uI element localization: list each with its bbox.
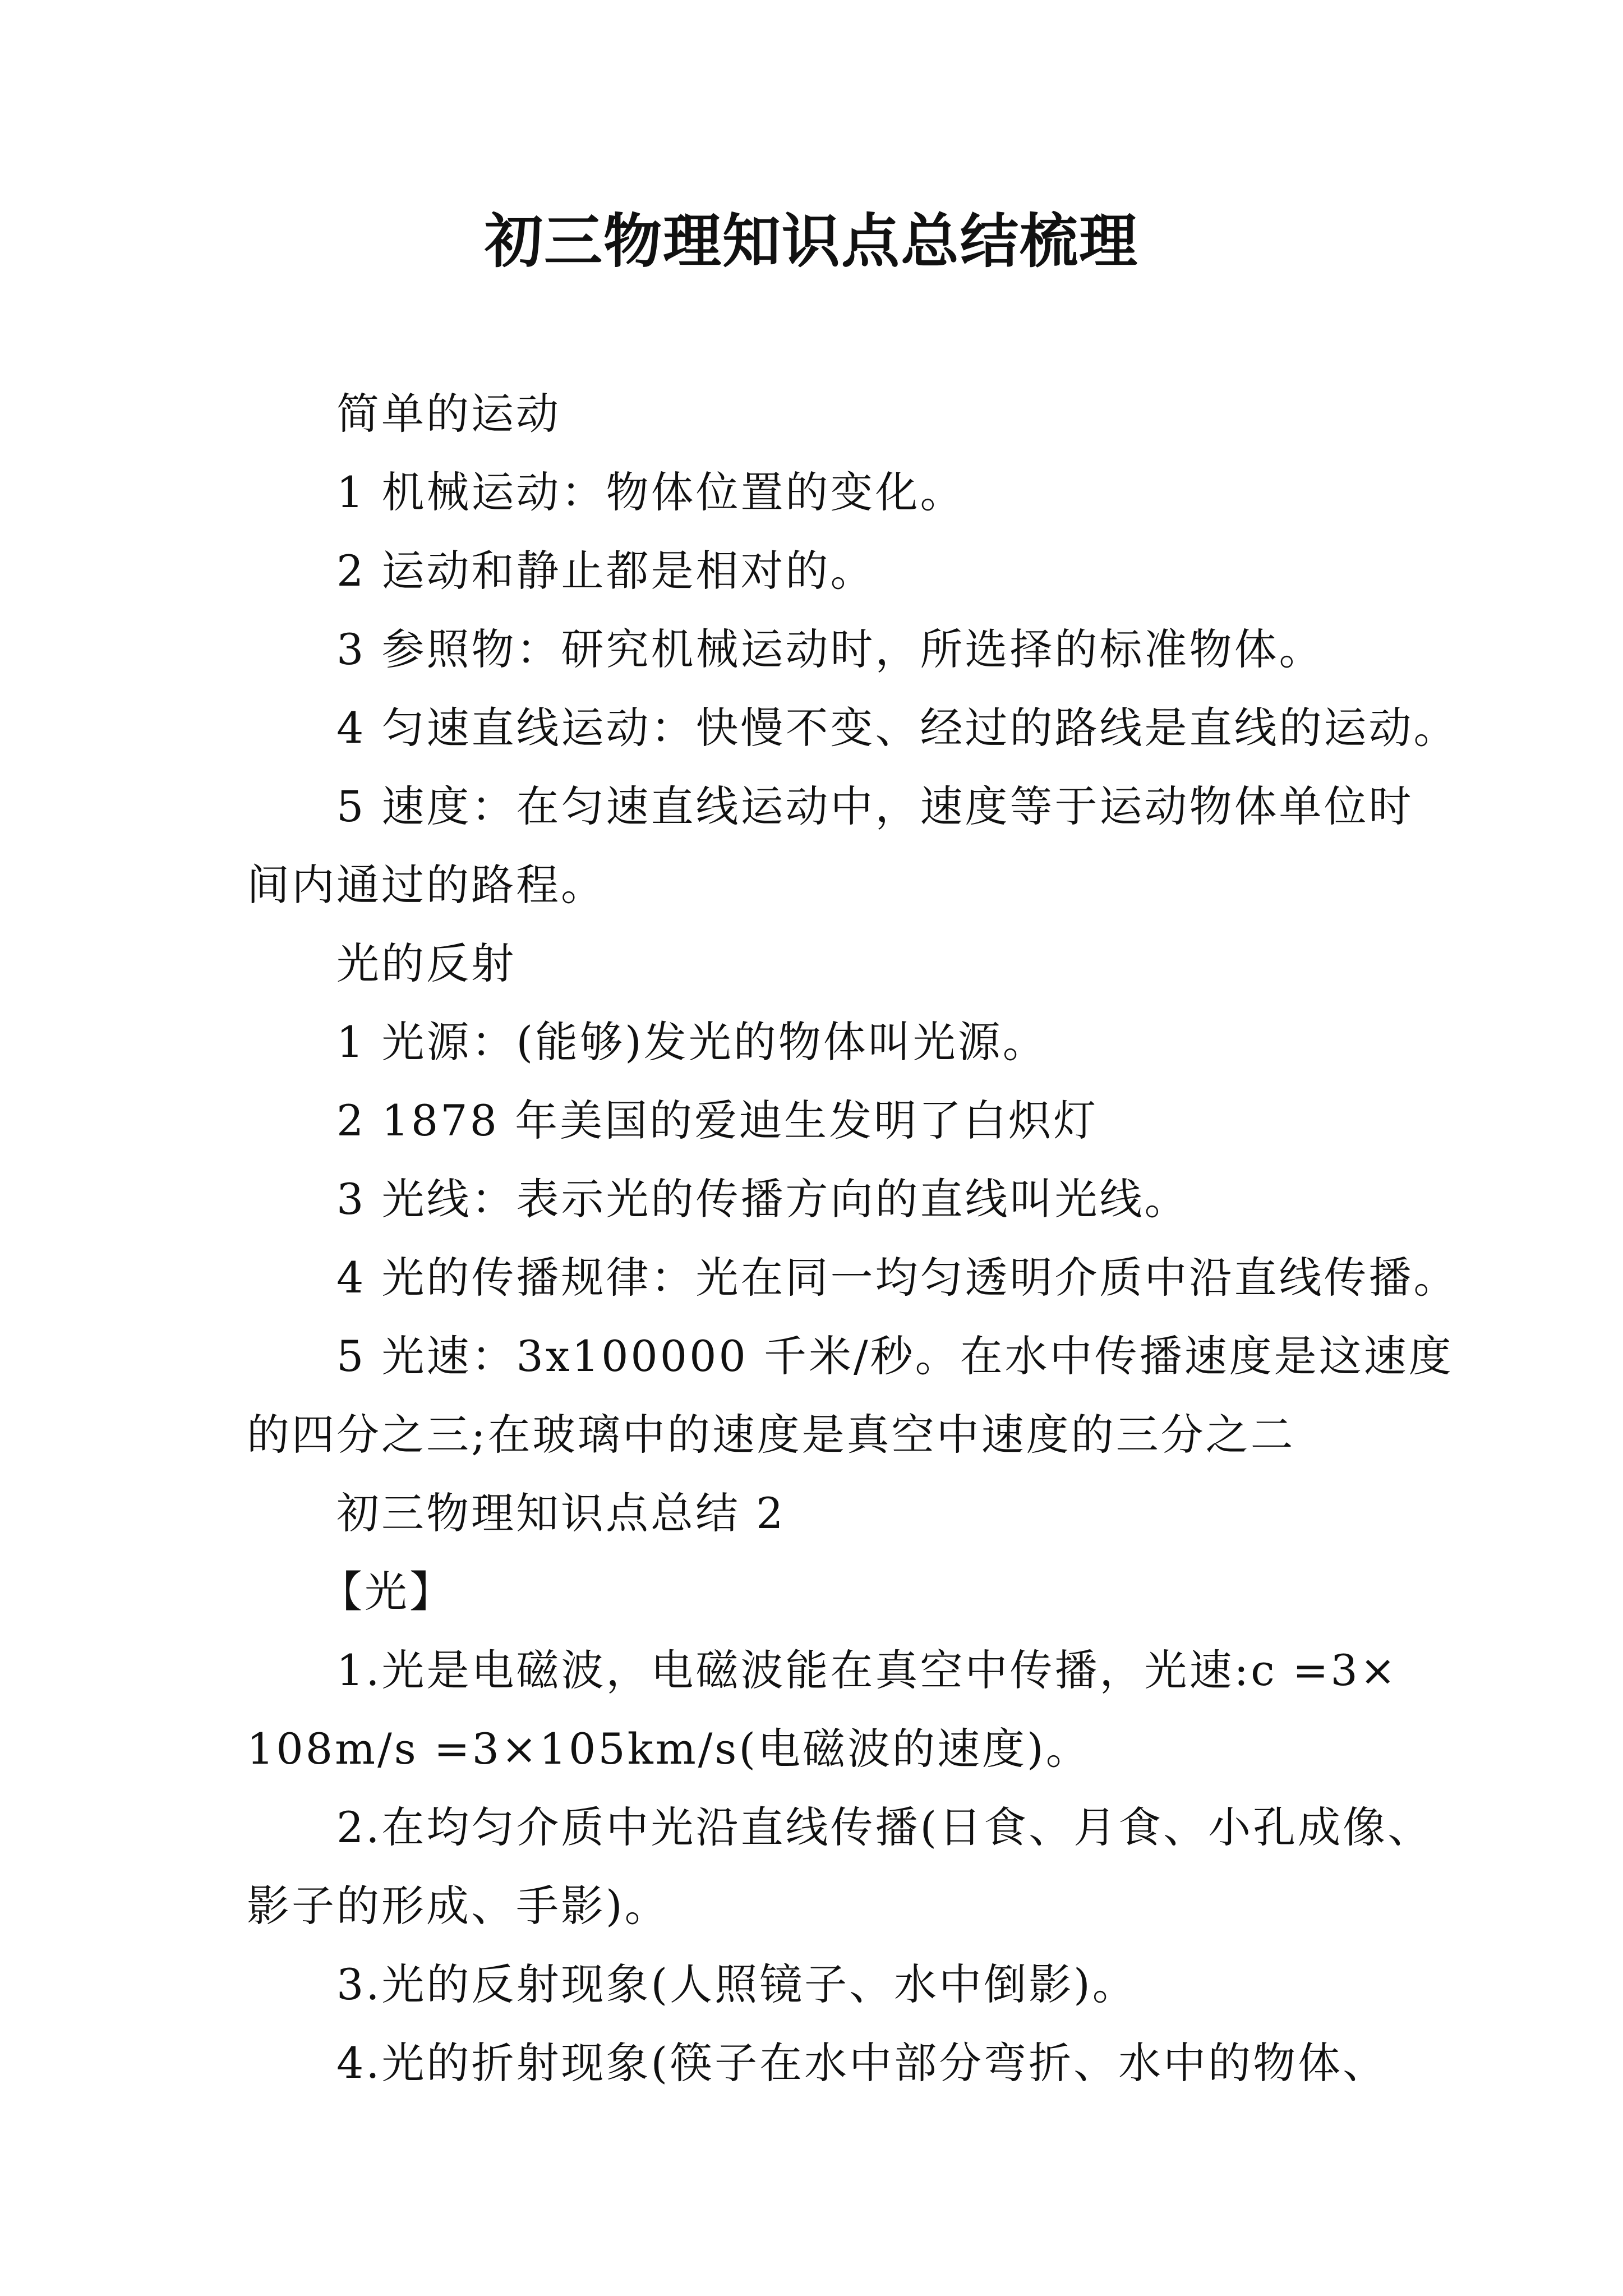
text-line: 1.光是电磁波，电磁波能在真空中传播，光速:c =3× xyxy=(336,1645,1398,1695)
text-line: 2 1878 年美国的爱迪生发明了白炽灯 xyxy=(336,1096,1099,1145)
text-line: 1 光源：(能够)发光的物体叫光源。 xyxy=(336,1017,1048,1067)
section-heading-summary-2: 初三物理知识点总结 2 xyxy=(336,1488,786,1538)
document-title: 初三物理知识点总结梳理 xyxy=(484,206,1138,275)
section-heading-light-reflection: 光的反射 xyxy=(336,938,516,988)
text-line: 4.光的折射现象(筷子在水中部分弯折、水中的物体、 xyxy=(336,2038,1388,2088)
text-line: 5 速度：在匀速直线运动中，速度等于运动物体单位时 xyxy=(336,781,1414,831)
text-line: 3 参照物：研究机械运动时，所选择的标准物体。 xyxy=(336,624,1324,674)
text-line-continued: 影子的形成、手影)。 xyxy=(247,1881,670,1931)
text-line-continued: 的四分之三;在玻璃中的速度是真空中速度的三分之二 xyxy=(247,1410,1295,1460)
text-line: 4 匀速直线运动：快慢不变、经过的路线是直线的运动。 xyxy=(336,703,1459,753)
section-heading-simple-motion: 简单的运动 xyxy=(336,389,561,439)
section-heading-light: 【光】 xyxy=(320,1567,454,1617)
text-line-continued: 108m/s =3×105km/s(电磁波的速度)。 xyxy=(247,1724,1091,1774)
text-line: 4 光的传播规律：光在同一均匀透明介质中沿直线传播。 xyxy=(336,1253,1459,1303)
text-line: 5 光速：3x100000 千米/秒。在水中传播速度是这速度 xyxy=(336,1331,1454,1381)
text-line: 3.光的反射现象(人照镜子、水中倒影)。 xyxy=(336,1959,1137,2009)
text-line: 3 光线：表示光的传播方向的直线叫光线。 xyxy=(336,1174,1189,1224)
text-line: 2 运动和静止都是相对的。 xyxy=(336,546,875,596)
text-line: 2.在均匀介质中光沿直线传播(日食、月食、小孔成像、 xyxy=(336,1802,1433,1852)
text-line-continued: 间内通过的路程。 xyxy=(247,860,606,910)
text-line: 1 机械运动：物体位置的变化。 xyxy=(336,467,965,517)
